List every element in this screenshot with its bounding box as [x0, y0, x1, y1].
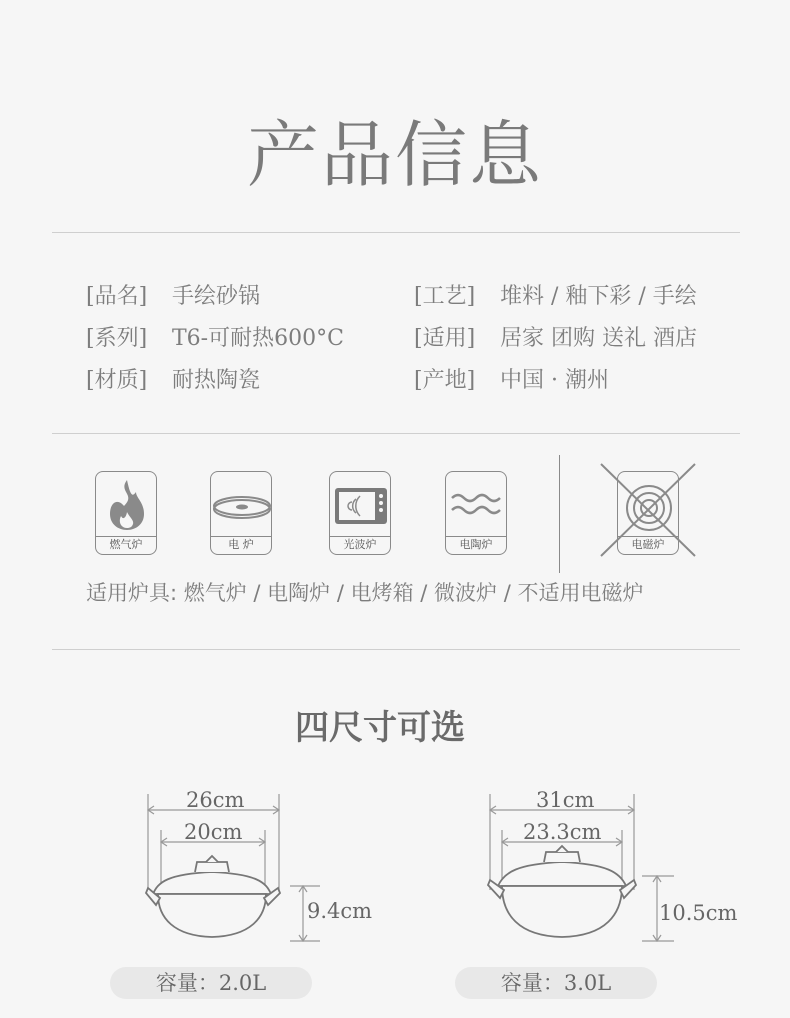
stove-label: 光波炉	[330, 536, 390, 554]
pot-capacity-badge: 容量：2.0L	[110, 967, 312, 999]
stove-label: 电 炉	[211, 536, 271, 554]
stove-label: 电陶炉	[446, 536, 506, 554]
info-label: [适用]	[414, 326, 476, 351]
info-row-name	[86, 282, 260, 312]
pot-inner-diameter: 23.3cm	[523, 820, 602, 844]
stove-ceramic	[445, 471, 507, 555]
info-label: [材质]	[86, 368, 148, 393]
pot-small-drawing	[140, 790, 330, 950]
info-value: 居家 团购 送礼 酒店	[500, 326, 697, 351]
divider-bottom	[52, 649, 740, 650]
flame-icon	[96, 472, 157, 538]
pot-height: 10.5cm	[659, 901, 738, 925]
suitable-stoves-text: 适用炉具: 燃气炉 / 电陶炉 / 电烤箱 / 微波炉 / 不适用电磁炉	[86, 581, 644, 605]
info-value: 手绘砂锅	[172, 284, 261, 309]
pot-outer-diameter: 26cm	[186, 788, 245, 812]
pot-capacity-badge: 容量：3.0L	[455, 967, 657, 999]
separator	[559, 455, 560, 573]
info-label: [系列]	[86, 326, 148, 351]
microwave-icon	[330, 472, 391, 538]
info-row-material	[86, 366, 260, 396]
divider-middle	[52, 433, 740, 434]
info-label: [产地]	[414, 368, 476, 393]
info-label: [工艺]	[414, 284, 476, 309]
stove-gas	[95, 471, 157, 555]
sizes-title: 四尺寸可选	[295, 708, 465, 748]
electric-plate-icon	[211, 472, 272, 538]
info-value: 中国 · 潮州	[500, 368, 609, 393]
pot-height: 9.4cm	[307, 899, 373, 923]
stove-label: 电磁炉	[618, 536, 678, 554]
stove-microwave	[329, 471, 391, 555]
pot-large-drawing	[482, 790, 682, 950]
info-row-series	[86, 324, 344, 354]
stove-electric	[210, 471, 272, 555]
wave-icon	[446, 472, 507, 538]
info-label: [品名]	[86, 284, 148, 309]
info-row-usage	[414, 324, 697, 354]
pot-inner-diameter: 20cm	[184, 820, 243, 844]
info-row-craft	[414, 282, 697, 312]
stove-label: 燃气炉	[96, 536, 156, 554]
info-value: 耐热陶瓷	[172, 368, 261, 393]
info-row-origin	[414, 366, 609, 396]
divider-top	[52, 232, 740, 233]
info-value: 堆料 / 釉下彩 / 手绘	[500, 284, 697, 309]
pot-outer-diameter: 31cm	[536, 788, 595, 812]
info-value: T6-可耐热600°C	[172, 326, 344, 351]
not-suitable-cross-icon	[598, 461, 698, 559]
page-title: 产品信息	[246, 113, 543, 197]
